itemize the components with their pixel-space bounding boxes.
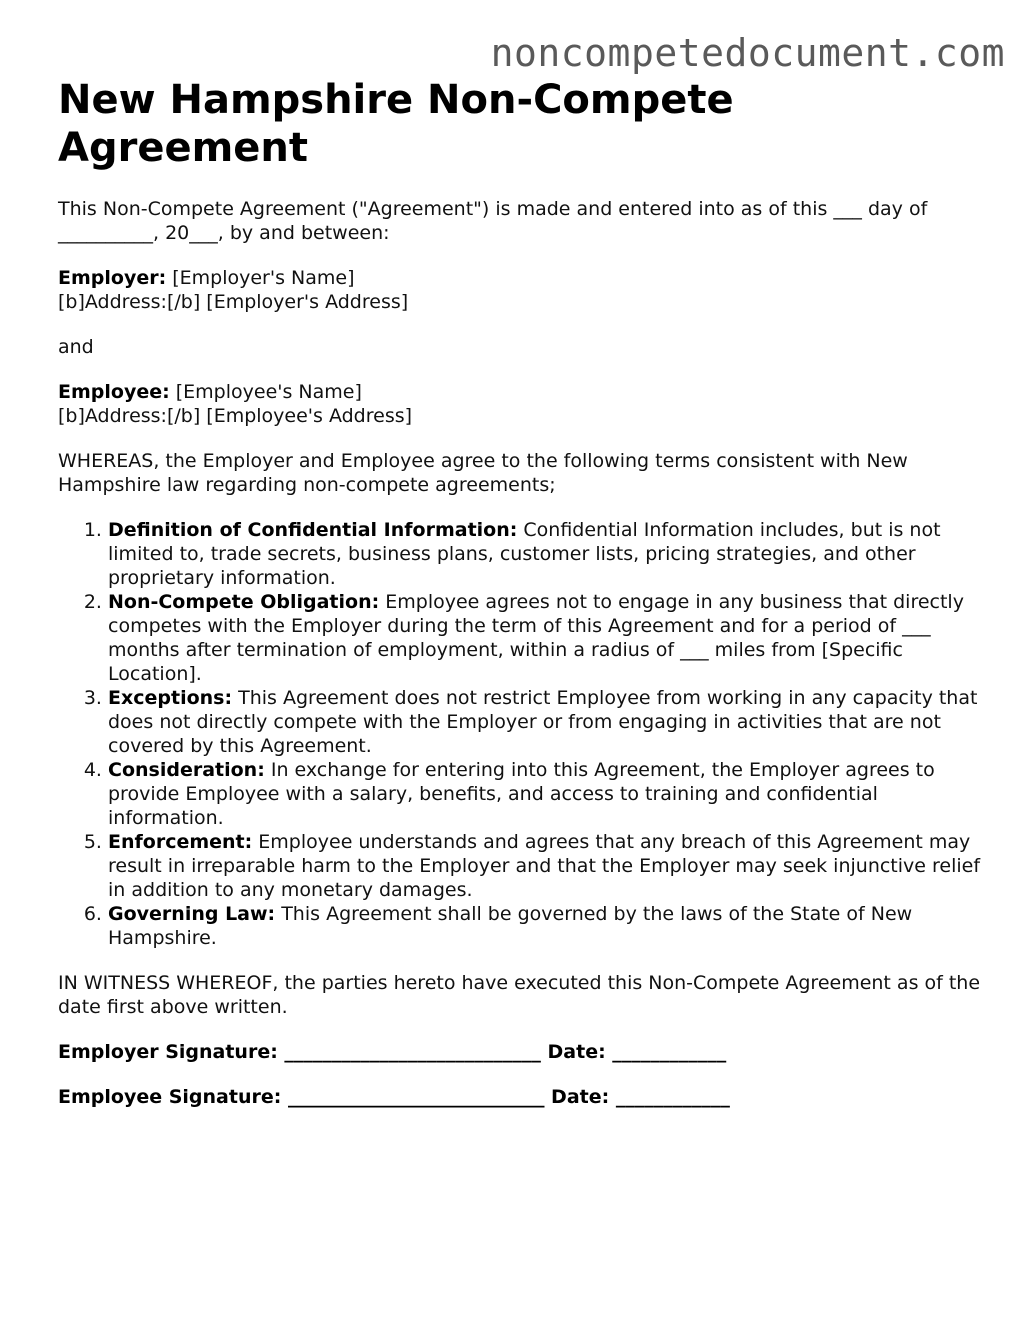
clause-text: This Agreement shall be governed by the laws of the State of New Hampshire. <box>108 903 913 949</box>
whereas-paragraph: WHEREAS, the Employer and Employee agree to the following terms consistent with New Hampshire law regarding non-compete agreements; <box>58 450 908 496</box>
employee-address: [b]Address:[/b] [Employee's Address] <box>58 405 413 427</box>
clause-list <box>58 518 993 950</box>
employee-signature-line <box>58 1085 993 1109</box>
employer-block <box>58 266 993 314</box>
employer-signature-line <box>58 1040 993 1064</box>
employer-address: [b]Address:[/b] [Employer's Address] <box>58 291 409 313</box>
employee-signature-label: Employee Signature: ___________________________ Date: ____________ <box>58 1086 730 1108</box>
document-page <box>58 76 993 1130</box>
employee-block <box>58 380 993 428</box>
clause-text: Employee understands and agrees that any breach of this Agreement may result in irreparable harm to the Employer and that the Employer may seek injunctive relief in addition to any monetary damages. <box>108 831 981 901</box>
watermark: noncompetedocument.com <box>490 31 1005 75</box>
clause-heading: Non-Compete Obligation: <box>108 591 380 613</box>
conjunction: and <box>58 336 94 358</box>
clause-item <box>108 830 993 902</box>
clause-item <box>108 518 993 590</box>
clause-item <box>108 590 993 686</box>
clause-heading: Consideration: <box>108 759 265 781</box>
document-title: New Hampshire Non-Compete Agreement <box>58 77 734 171</box>
employee-name-line <box>58 380 993 404</box>
clause-heading: Governing Law: <box>108 903 276 925</box>
employee-label: Employee: <box>58 381 170 403</box>
employee-name: [Employee's Name] <box>175 381 362 403</box>
employer-name-line <box>58 266 993 290</box>
employer-signature-label: Employer Signature: ___________________________ Date: ____________ <box>58 1041 727 1063</box>
intro-paragraph: This Non-Compete Agreement ("Agreement") is made and entered into as of this ___ day of __________, 20___, by and between: <box>58 198 928 244</box>
employer-name: [Employer's Name] <box>172 267 355 289</box>
witness-paragraph: IN WITNESS WHEREOF, the parties hereto have executed this Non-Compete Agreement as of the date first above written. <box>58 972 981 1018</box>
clause-item <box>108 686 993 758</box>
clause-text: Employee agrees not to engage in any business that directly competes with the Employer during the term of this Agreement and for a period of ___ months after termination of employment, within a radius of ___ miles from [Specific Location]. <box>108 591 964 685</box>
clause-text: This Agreement does not restrict Employee from working in any capacity that does not directly compete with the Employer or from engaging in activities that are not covered by this Agreement. <box>108 687 978 757</box>
clause-text: In exchange for entering into this Agreement, the Employer agrees to provide Employee with a salary, benefits, and access to training and confidential information. <box>108 759 935 829</box>
clause-text: Confidential Information includes, but is not limited to, trade secrets, business plans, customer lists, pricing strategies, and other proprietary information. <box>108 519 941 589</box>
clause-heading: Definition of Confidential Information: <box>108 519 518 541</box>
clause-heading: Exceptions: <box>108 687 233 709</box>
employer-label: Employer: <box>58 267 167 289</box>
clause-item <box>108 902 993 950</box>
clause-heading: Enforcement: <box>108 831 253 853</box>
clause-item <box>108 758 993 830</box>
